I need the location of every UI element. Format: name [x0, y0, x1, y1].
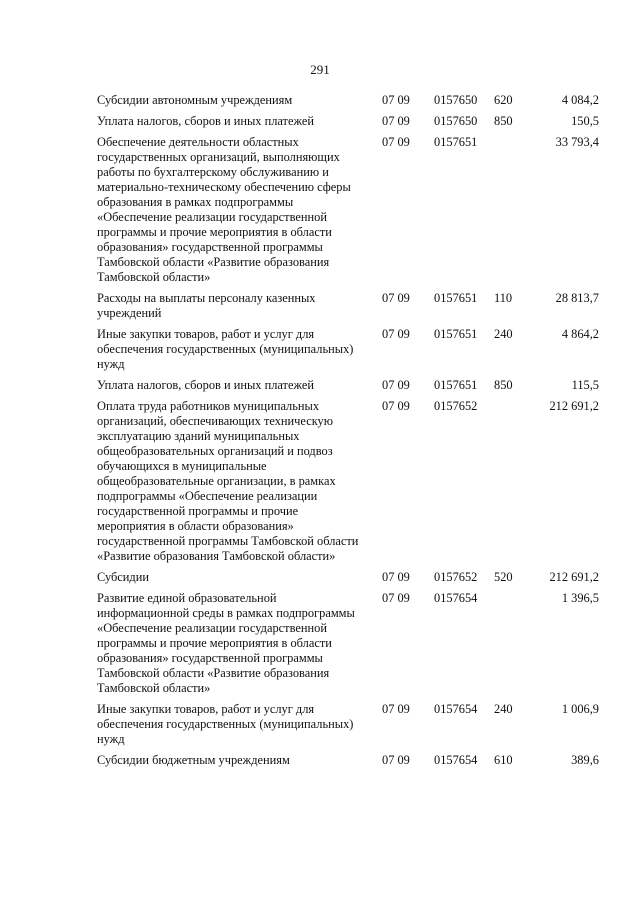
row-description: Расходы на выплаты персоналу казенных учреждений: [97, 291, 316, 320]
table-row: [97, 114, 602, 129]
budget-table: [97, 93, 602, 774]
row-section-code: 07 09: [382, 378, 410, 392]
table-row: [97, 570, 602, 585]
row-expense-type: 610: [494, 753, 513, 767]
row-target-code: 0157650: [434, 93, 478, 107]
row-section-code: 07 09: [382, 291, 410, 305]
row-target-code: 0157651: [434, 291, 478, 305]
row-amount: 389,6: [571, 753, 599, 767]
table-row: [97, 591, 602, 696]
row-section-code: 07 09: [382, 114, 410, 128]
row-expense-type: 620: [494, 93, 513, 107]
row-section-code: 07 09: [382, 93, 410, 107]
row-description: Субсидии: [97, 570, 149, 584]
table-row: [97, 291, 602, 321]
row-target-code: 0157651: [434, 327, 478, 341]
row-target-code: 0157654: [434, 753, 478, 767]
row-description: Развитие единой образовательной информационной среды в рамках подпрограммы «Обеспечение реализации государственной программы и прочие мероприятия в области образования» государственной программы Тамбовской области «Развитие образования Тамбовской области»: [97, 591, 355, 695]
row-section-code: 07 09: [382, 135, 410, 149]
row-expense-type: 240: [494, 327, 513, 341]
row-description: Обеспечение деятельности областных государственных организаций, выполняющих работы по бухгалтерскому обслуживанию и материально-техническому обеспечению сферы образования в рамках подпрограммы «Обеспечение реализации государственной программы и прочие мероприятия в области образования» государственной программы Тамбовской области «Развитие образования Тамбовской области»: [97, 135, 351, 284]
row-amount: 212 691,2: [549, 399, 599, 413]
table-row: [97, 378, 602, 393]
row-description: Субсидии бюджетным учреждениям: [97, 753, 290, 767]
row-target-code: 0157651: [434, 135, 478, 149]
row-target-code: 0157650: [434, 114, 478, 128]
row-section-code: 07 09: [382, 570, 410, 584]
row-target-code: 0157652: [434, 570, 478, 584]
row-amount: 150,5: [571, 114, 599, 128]
row-amount: 28 813,7: [555, 291, 599, 305]
row-amount: 212 691,2: [549, 570, 599, 584]
row-section-code: 07 09: [382, 591, 410, 605]
row-section-code: 07 09: [382, 327, 410, 341]
row-amount: 4 084,2: [561, 93, 599, 107]
row-target-code: 0157651: [434, 378, 478, 392]
table-row: [97, 399, 602, 564]
row-expense-type: 240: [494, 702, 513, 716]
row-description: Уплата налогов, сборов и иных платежей: [97, 378, 315, 392]
row-target-code: 0157652: [434, 399, 478, 413]
row-section-code: 07 09: [382, 753, 410, 767]
table-row: [97, 327, 602, 372]
row-description: Уплата налогов, сборов и иных платежей: [97, 114, 315, 128]
row-description: Иные закупки товаров, работ и услуг для обеспечения государственных (муниципальных) нужд: [97, 702, 354, 746]
row-amount: 115,5: [571, 378, 599, 392]
row-description: Оплата труда работников муниципальных организаций, обеспечивающих техническую эксплуатацию зданий муниципальных общеобразовательных организаций и подвоз обучающихся в муниципальные общеобразовательные организации, в рамках подпрограммы «Обеспечение реализации государственной программы и прочие мероприятия в области образования» государственной программы Тамбовской области «Развитие образования Тамбовской области»: [97, 399, 359, 563]
row-section-code: 07 09: [382, 702, 410, 716]
row-amount: 33 793,4: [555, 135, 599, 149]
row-target-code: 0157654: [434, 591, 478, 605]
row-description: Субсидии автономным учреждениям: [97, 93, 293, 107]
row-expense-type: 520: [494, 570, 513, 584]
table-row: [97, 93, 602, 108]
row-expense-type: 850: [494, 378, 513, 392]
row-amount: 1 006,9: [561, 702, 599, 716]
table-row: [97, 135, 602, 285]
table-row: [97, 753, 602, 768]
page-number: 291: [310, 62, 330, 77]
row-description: Иные закупки товаров, работ и услуг для обеспечения государственных (муниципальных) нужд: [97, 327, 354, 371]
row-expense-type: 850: [494, 114, 513, 128]
row-amount: 4 864,2: [561, 327, 599, 341]
row-target-code: 0157654: [434, 702, 478, 716]
row-amount: 1 396,5: [561, 591, 599, 605]
row-section-code: 07 09: [382, 399, 410, 413]
table-row: [97, 702, 602, 747]
row-expense-type: 110: [494, 291, 513, 305]
